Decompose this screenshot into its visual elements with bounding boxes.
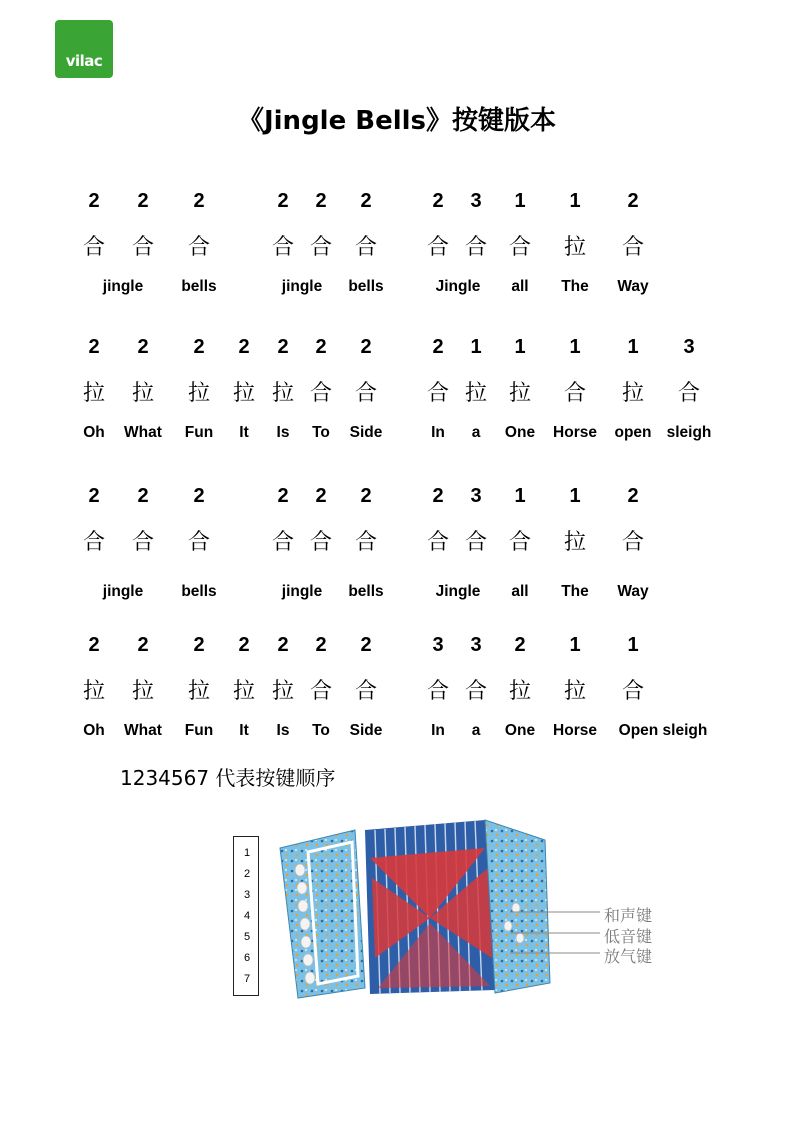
lyric-word: jingle <box>281 278 323 295</box>
bellows-direction: 合 <box>508 235 532 260</box>
bellows-direction: 拉 <box>563 235 587 260</box>
bellows-direction: 拉 <box>508 679 532 704</box>
key-number: 2 <box>315 634 327 656</box>
lyric-word: a <box>471 722 481 739</box>
lyric-word: In <box>431 424 445 441</box>
bellows-direction: 拉 <box>82 679 106 704</box>
key-order-number: 4 <box>243 910 251 922</box>
lyric-word: In <box>431 722 445 739</box>
bellows-direction: 合 <box>271 530 295 555</box>
bellows-direction: 拉 <box>131 679 155 704</box>
key-number: 2 <box>315 190 327 212</box>
key-number: 1 <box>514 190 526 212</box>
key-number: 2 <box>193 190 205 212</box>
key-number: 1 <box>514 485 526 507</box>
key-number: 3 <box>470 485 482 507</box>
lyric-word: bells <box>348 583 384 600</box>
lyric-word: One <box>504 722 536 739</box>
lyric-word: Side <box>349 424 383 441</box>
key-number: 1 <box>627 634 639 656</box>
bellows-direction: 合 <box>354 235 378 260</box>
logo-text: vilac <box>65 52 103 70</box>
key-number: 2 <box>360 634 372 656</box>
key-number: 3 <box>470 634 482 656</box>
bellows-direction: 合 <box>131 235 155 260</box>
bellows-direction: 合 <box>508 530 532 555</box>
bellows-direction: 拉 <box>621 381 645 406</box>
bellows-direction: 合 <box>271 235 295 260</box>
bellows-direction: 拉 <box>271 679 295 704</box>
lyric-word: It <box>239 722 249 739</box>
lyric-word: It <box>239 424 249 441</box>
key-number: 3 <box>470 190 482 212</box>
lyric-word: To <box>312 424 330 441</box>
key-number: 3 <box>683 336 695 358</box>
key-number: 2 <box>137 190 149 212</box>
bellows-direction: 合 <box>187 530 211 555</box>
bellows-direction: 合 <box>82 530 106 555</box>
bellows-direction: 拉 <box>187 381 211 406</box>
lyric-word: Is <box>276 722 290 739</box>
bellows-direction: 合 <box>677 381 701 406</box>
lyric-word: Horse <box>553 722 597 739</box>
bellows-direction: 合 <box>354 530 378 555</box>
key-number: 2 <box>432 190 444 212</box>
key-number: 2 <box>360 190 372 212</box>
lyric-word: Open sleigh <box>618 722 708 739</box>
key-order-number: 3 <box>243 889 251 901</box>
bellows-direction: 合 <box>309 235 333 260</box>
label-leader-lines <box>510 900 605 960</box>
bellows-direction: 合 <box>187 235 211 260</box>
bellows-direction: 拉 <box>232 679 256 704</box>
key-number: 2 <box>137 634 149 656</box>
key-order-caption: 1234567 代表按键顺序 <box>120 766 336 790</box>
key-number: 2 <box>238 634 250 656</box>
lyric-word: Is <box>276 424 290 441</box>
lyric-word: Oh <box>83 424 105 441</box>
lyric-word: What <box>124 722 162 739</box>
bellows-direction: 拉 <box>131 381 155 406</box>
bellows-direction: 合 <box>621 530 645 555</box>
key-number: 2 <box>360 336 372 358</box>
lyric-word: Oh <box>83 722 105 739</box>
lyric-word: jingle <box>102 583 144 600</box>
key-number: 2 <box>137 485 149 507</box>
key-number: 2 <box>277 485 289 507</box>
lyric-word: Side <box>349 722 383 739</box>
lyric-word: The <box>561 583 589 600</box>
bellows-direction: 合 <box>82 235 106 260</box>
bellows-direction: 合 <box>426 530 450 555</box>
key-number: 2 <box>238 336 250 358</box>
lyric-word: a <box>471 424 481 441</box>
lyric-word: bells <box>348 278 384 295</box>
key-number: 2 <box>193 336 205 358</box>
key-number: 2 <box>315 485 327 507</box>
key-number: 1 <box>627 336 639 358</box>
lyric-word: open <box>614 424 652 441</box>
key-number: 2 <box>627 485 639 507</box>
key-number: 2 <box>88 485 100 507</box>
lyric-word: jingle <box>281 583 323 600</box>
lyric-word: Way <box>617 278 649 295</box>
lyric-word: To <box>312 722 330 739</box>
key-number: 2 <box>88 336 100 358</box>
key-number: 2 <box>193 485 205 507</box>
lyric-word: What <box>124 424 162 441</box>
key-number: 1 <box>569 336 581 358</box>
lyric-word: Jingle <box>435 583 481 600</box>
vilac-logo <box>55 20 113 78</box>
key-number: 2 <box>88 634 100 656</box>
bellows-direction: 合 <box>464 679 488 704</box>
bellows-direction: 合 <box>621 235 645 260</box>
key-order-number: 7 <box>243 973 251 985</box>
lyric-word: sleigh <box>666 424 712 441</box>
lyric-word: all <box>511 278 529 295</box>
key-number: 2 <box>277 634 289 656</box>
key-number: 2 <box>360 485 372 507</box>
bellows-direction: 拉 <box>232 381 256 406</box>
key-number: 2 <box>88 190 100 212</box>
key-number: 2 <box>137 336 149 358</box>
key-number: 1 <box>514 336 526 358</box>
key-number: 2 <box>277 190 289 212</box>
bellows-direction: 拉 <box>508 381 532 406</box>
page-title: 《Jingle Bells》按键版本 <box>237 106 557 136</box>
harmony-key-label: 和声键 <box>604 906 653 925</box>
key-order-number: 2 <box>243 868 251 880</box>
lyric-word: bells <box>181 278 217 295</box>
lyric-word: all <box>511 583 529 600</box>
bellows-direction: 合 <box>426 381 450 406</box>
lyric-word: The <box>561 278 589 295</box>
key-number: 2 <box>193 634 205 656</box>
bellows-direction: 合 <box>131 530 155 555</box>
bellows-direction: 合 <box>464 235 488 260</box>
key-number-column <box>233 836 259 996</box>
key-number: 2 <box>627 190 639 212</box>
bellows-direction: 拉 <box>271 381 295 406</box>
bellows-direction: 拉 <box>563 530 587 555</box>
key-number: 2 <box>432 485 444 507</box>
lyric-word: Jingle <box>435 278 481 295</box>
key-order-number: 5 <box>243 931 251 943</box>
air-release-key-label: 放气键 <box>604 947 653 966</box>
key-number: 1 <box>470 336 482 358</box>
bellows-direction: 合 <box>464 530 488 555</box>
bellows-direction: 拉 <box>82 381 106 406</box>
bellows-direction: 合 <box>426 235 450 260</box>
key-number: 2 <box>432 336 444 358</box>
bellows-direction: 合 <box>309 530 333 555</box>
key-number: 2 <box>277 336 289 358</box>
lyric-word: jingle <box>102 278 144 295</box>
bellows-direction: 合 <box>309 679 333 704</box>
bellows-direction: 拉 <box>187 679 211 704</box>
bellows-direction: 拉 <box>563 679 587 704</box>
key-order-number: 1 <box>243 847 251 859</box>
lyric-word: Way <box>617 583 649 600</box>
bellows-direction: 合 <box>426 679 450 704</box>
bass-key-label: 低音键 <box>604 927 653 946</box>
lyric-word: Horse <box>553 424 597 441</box>
bellows-direction: 合 <box>309 381 333 406</box>
lyric-word: Fun <box>184 424 214 441</box>
key-number: 2 <box>315 336 327 358</box>
key-number: 3 <box>432 634 444 656</box>
key-number: 1 <box>569 190 581 212</box>
bellows-direction: 拉 <box>464 381 488 406</box>
key-number: 1 <box>569 485 581 507</box>
lyric-word: One <box>504 424 536 441</box>
lyric-word: Fun <box>184 722 214 739</box>
key-number: 2 <box>514 634 526 656</box>
bellows-direction: 合 <box>563 381 587 406</box>
key-number: 1 <box>569 634 581 656</box>
bellows-direction: 合 <box>354 381 378 406</box>
key-order-number: 6 <box>243 952 251 964</box>
bellows-direction: 合 <box>354 679 378 704</box>
lyric-word: bells <box>181 583 217 600</box>
bellows-direction: 合 <box>621 679 645 704</box>
